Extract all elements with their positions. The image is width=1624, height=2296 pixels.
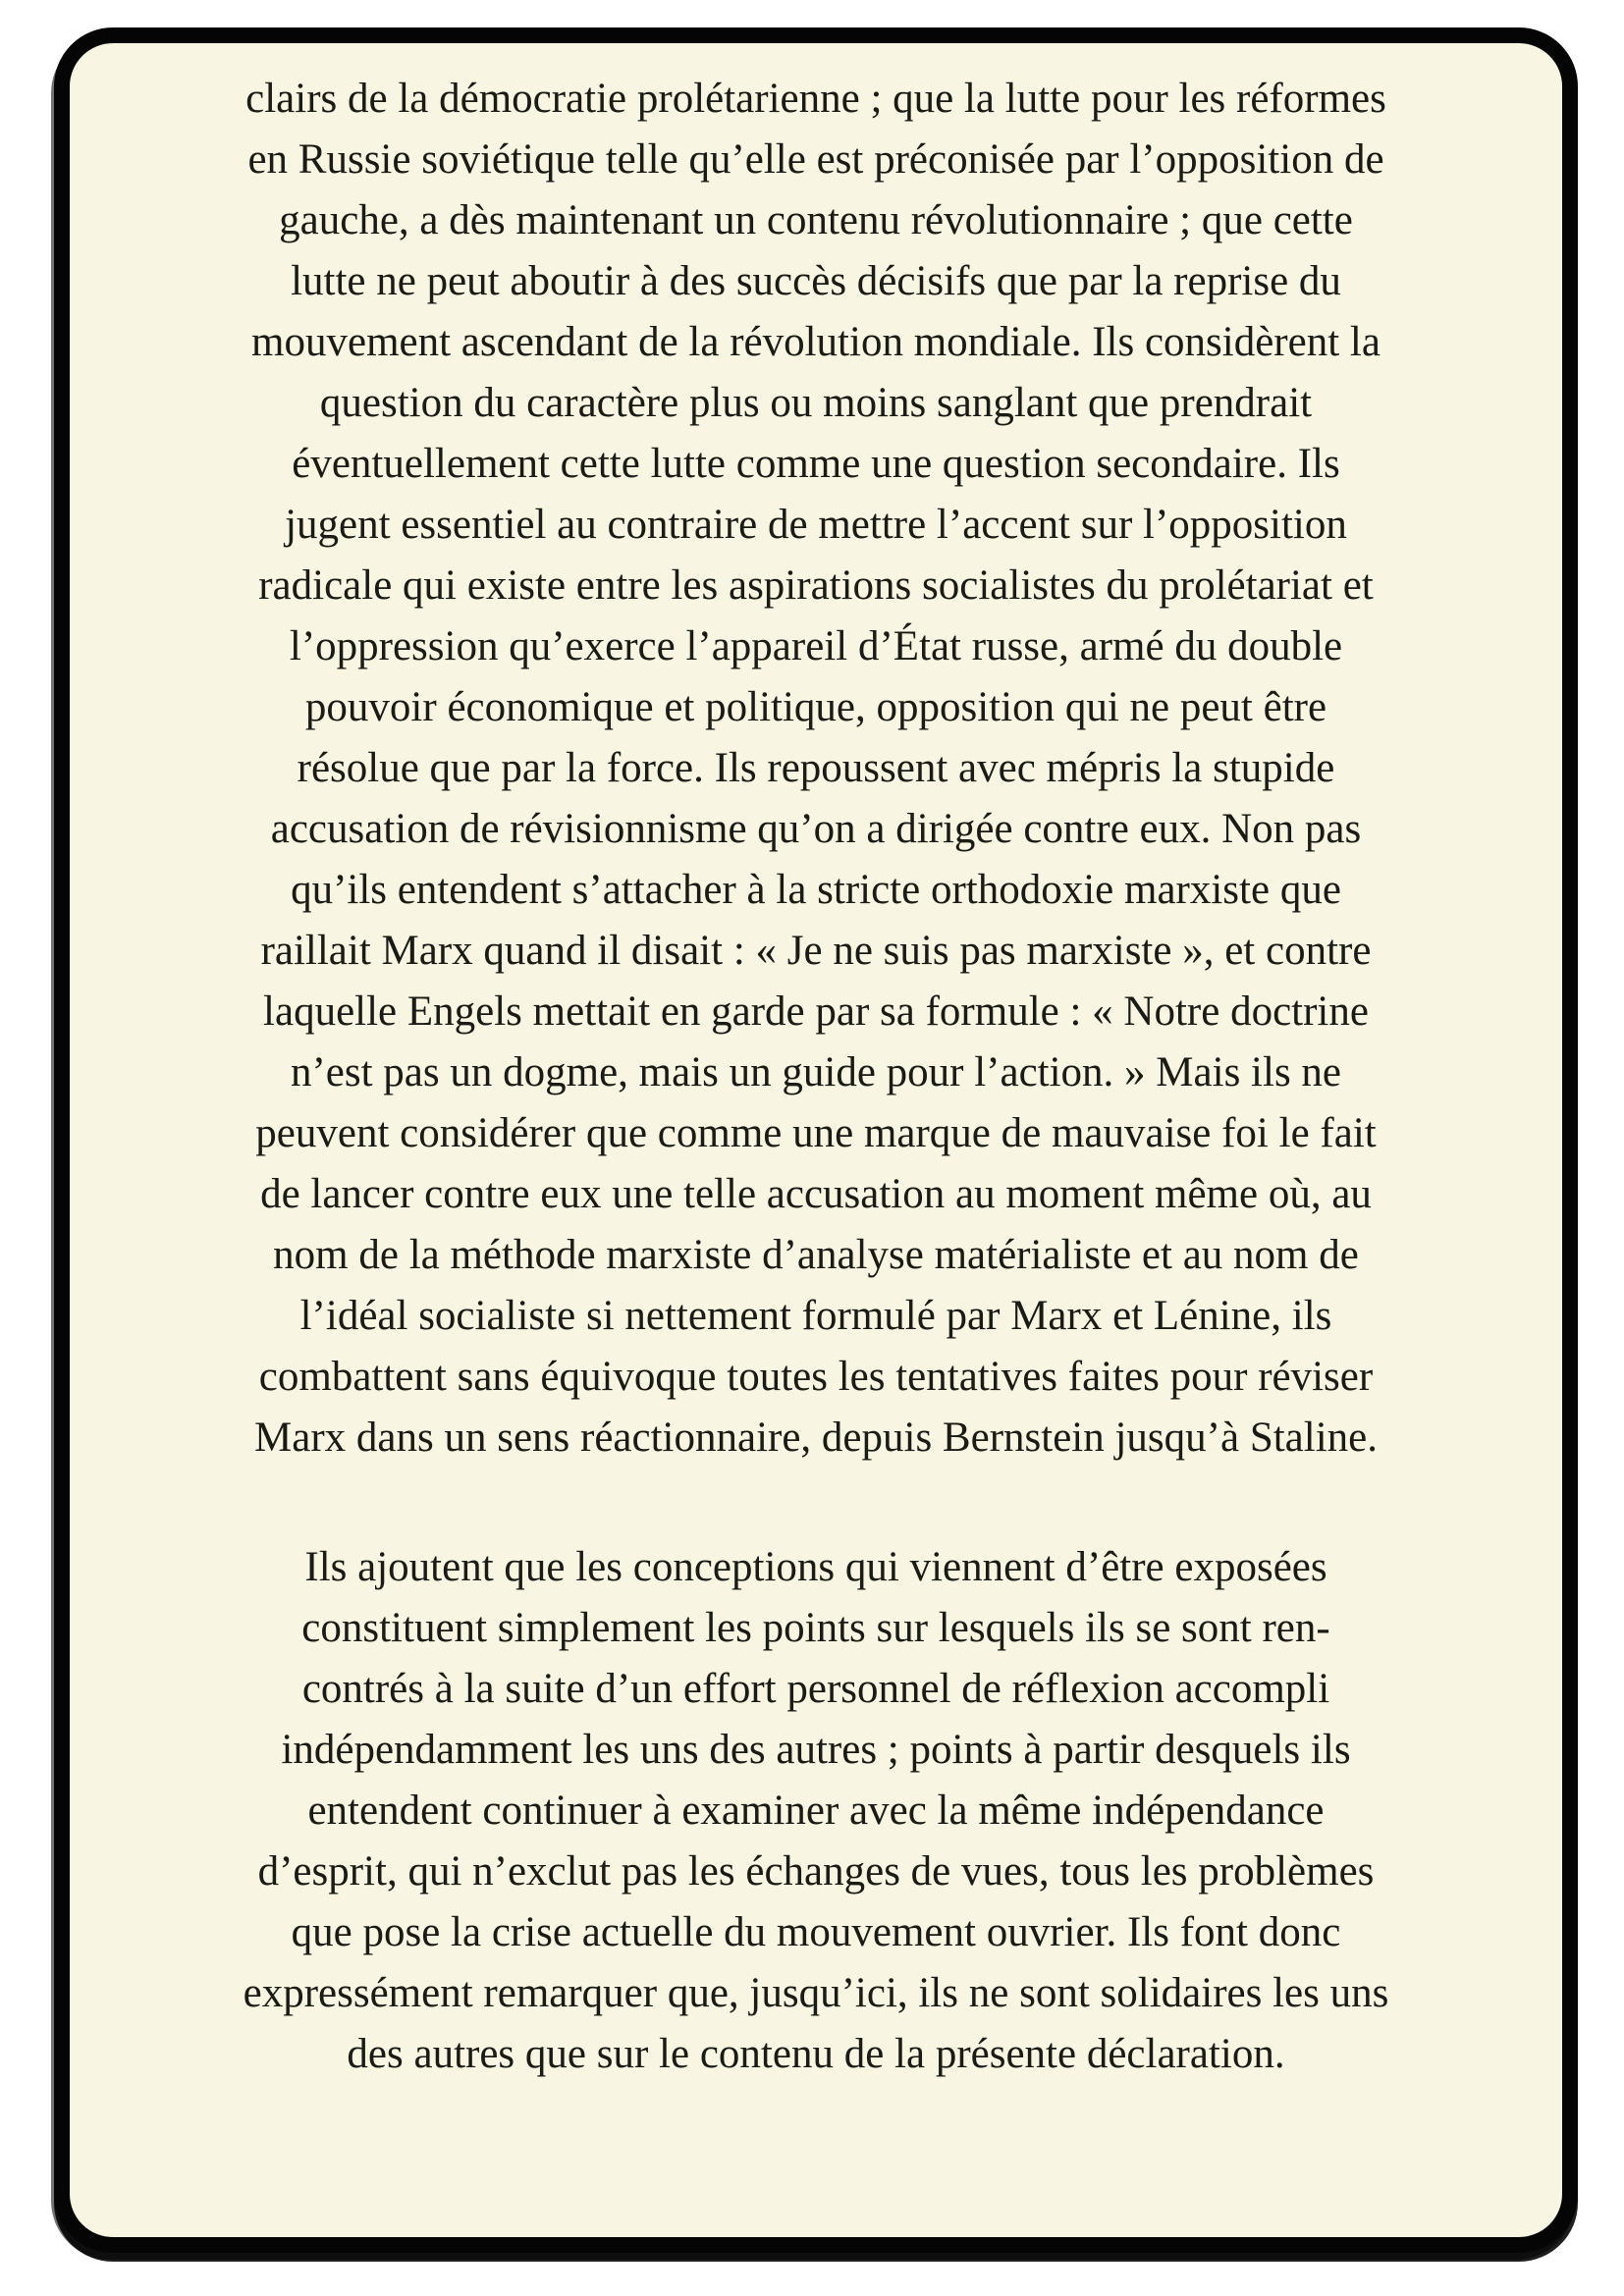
text-line: résolue que par la force. Ils repoussent avec mépris la stupide: [297, 745, 1335, 791]
text-line: de lancer contre eux une telle accusation au moment même où, au: [260, 1171, 1372, 1217]
text-line: Ils ajoutent que les conceptions qui viennent d’être exposées: [304, 1544, 1327, 1590]
text-line: qu’ils entendent s’attacher à la stricte orthodoxie marxiste que: [291, 867, 1341, 913]
paragraph: [89, 1537, 1543, 2085]
text-line: pouvoir économique et politique, opposition qui ne peut être: [304, 684, 1327, 730]
text-line: n’est pas un dogme, mais un guide pour l’action. » Mais ils ne: [290, 1049, 1342, 1095]
text-line: gauche, a dès maintenant un contenu révolutionnaire ; que cette: [279, 197, 1353, 243]
text-line: d’esprit, qui n’exclut pas les échanges de vues, tous les problèmes: [257, 1848, 1375, 1895]
text-line: combattent sans équivoque toutes les tentatives faites pour réviser: [258, 1354, 1374, 1400]
paragraph: [89, 69, 1543, 1468]
text-line: Marx dans un sens réactionnaire, depuis Bernstein jusqu’à Staline.: [254, 1415, 1378, 1461]
text-line: éventuellement cette lutte comme une question secondaire. Ils: [292, 441, 1340, 487]
text-line: accusation de révisionnisme qu’on a dirigée contre eux. Non pas: [270, 806, 1362, 852]
text-line: clairs de la démocratie prolétarienne ; que la lutte pour les réformes: [245, 76, 1386, 122]
document-card: [54, 27, 1578, 2253]
text-line: lutte ne peut aboutir à des succès décisifs que par la reprise du: [291, 258, 1341, 304]
text-line: l’oppression qu’exerce l’appareil d’État russe, armé du double: [289, 623, 1343, 669]
text-line: peuvent considérer que comme une marque de mauvaise foi le fait: [255, 1110, 1377, 1156]
text-line: expressément remarquer que, jusqu’ici, ils ne sont solidaires les uns: [243, 1970, 1389, 2016]
text-line: des autres que sur le contenu de la présente déclaration.: [347, 2031, 1285, 2077]
text-line: indépendamment les uns des autres ; points à partir desquels ils: [281, 1727, 1351, 1773]
text-line: nom de la méthode marxiste d’analyse matérialiste et au nom de: [273, 1232, 1359, 1278]
text-line: que pose la crise actuelle du mouvement ouvrier. Ils font donc: [291, 1909, 1341, 1955]
text-line: laquelle Engels mettait en garde par sa formule : « Notre doctrine: [263, 988, 1369, 1035]
text-line: radicale qui existe entre les aspirations socialistes du prolétariat et: [258, 562, 1374, 609]
text-line: question du caractère plus ou moins sanglant que prendrait: [319, 380, 1313, 426]
text-line: mouvement ascendant de la révolution mondiale. Ils considèrent la: [251, 319, 1380, 365]
text-line: en Russie soviétique telle qu’elle est préconisée par l’opposition de: [247, 136, 1384, 183]
text-line: constituent simplement les points sur lesquels ils se sont ren-: [301, 1605, 1330, 1651]
text-line: l’idéal socialiste si nettement formulé par Marx et Lénine, ils: [299, 1293, 1332, 1339]
document-text: [89, 69, 1543, 2085]
text-line: entendent continuer à examiner avec la même indépendance: [307, 1788, 1325, 1834]
text-line: contrés à la suite d’un effort personnel de réflexion accompli: [301, 1666, 1330, 1712]
text-line: raillait Marx quand il disait : « Je ne suis pas marxiste », et contre: [260, 928, 1372, 974]
text-line: jugent essentiel au contraire de mettre l’accent sur l’opposition: [285, 502, 1347, 548]
